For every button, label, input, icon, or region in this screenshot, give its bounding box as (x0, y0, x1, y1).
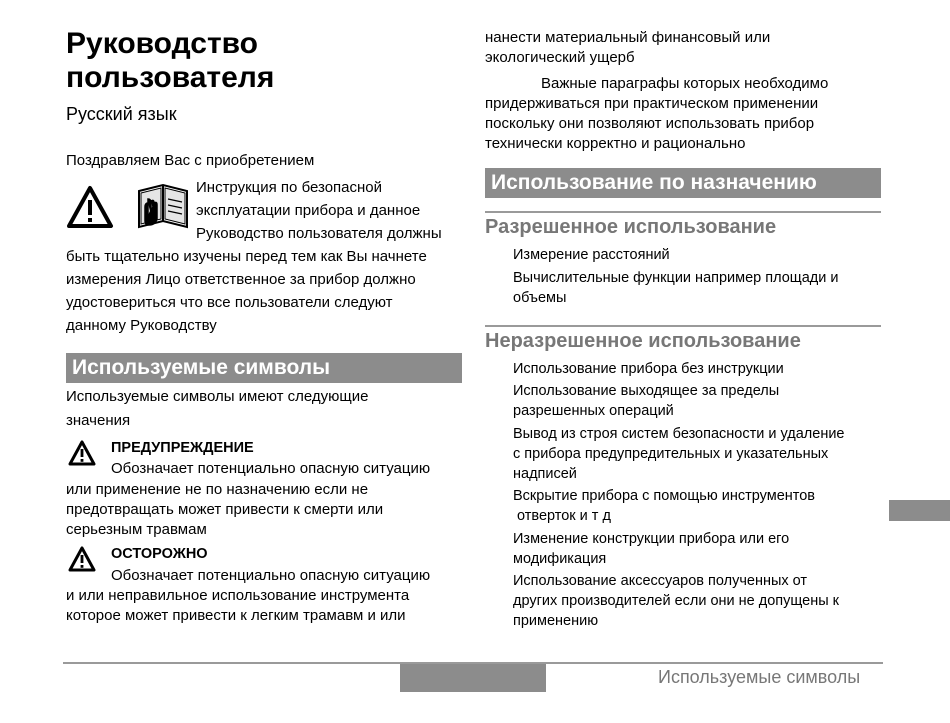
section-side-tab (889, 500, 950, 521)
language-subtitle: Русский язык (66, 104, 177, 124)
prohibited-item-4-line-1: Вскрытие прибора с помощью инструментов (513, 488, 816, 504)
intro-line-2: эксплуатации прибора и данное (196, 202, 421, 219)
footer-page-tab (400, 664, 546, 692)
important-line-1: Важные параграфы которых необходимо (541, 75, 829, 92)
warning-label: ПРЕДУПРЕЖДЕНИЕ (111, 440, 254, 456)
permitted-item-1: Измерение расстояний (513, 247, 670, 263)
intro-line-7: данному Руководству (66, 317, 217, 334)
top-line-2: экологический ущерб (485, 49, 635, 66)
prohibited-item-6-line-1: Использование аксессуаров полученных от (513, 573, 808, 589)
symbols-intro-line-1: Используемые символы имеют следующие (66, 388, 369, 405)
page-title (66, 27, 274, 95)
prohibited-item-3-line-1: Вывод из строя систем безопасности и удаление (513, 426, 845, 442)
caution-line-1: Обозначает потенциально опасную ситуацию (111, 567, 431, 584)
warning-line-3: предотвращать может привести к смерти или (66, 501, 384, 518)
prohibited-item-5-line-1: Изменение конструкции прибора или его (513, 531, 790, 547)
title-line-1: Руководство (66, 27, 259, 60)
prohibited-rule (485, 325, 881, 327)
caution-label: ОСТОРОЖНО (111, 546, 208, 562)
intro-line-6: удостовериться что все пользователи следуют (66, 294, 393, 311)
warning-line-2: или применение не по назначению если не (66, 481, 369, 498)
symbols-intro-line-2: значения (66, 412, 131, 429)
prohibited-item-6-line-2: других производителей если они не допущены к (513, 593, 840, 609)
intro-line-4: быть тщательно изучены перед тем как Вы начнете (66, 248, 427, 265)
caution-icon (68, 546, 96, 572)
intro-line-1: Инструкция по безопасной (196, 179, 383, 196)
title-line-2: пользователя (66, 61, 275, 94)
prohibited-heading: Неразрешенное использование (485, 330, 801, 352)
permitted-rule (485, 211, 881, 213)
important-line-3: поскольку они позволяют использовать прибор (485, 115, 815, 132)
warning-line-4: серьезным травмам (66, 521, 207, 538)
prohibited-item-5-line-2: модификация (513, 551, 607, 567)
prohibited-item-3-line-3: надписей (513, 466, 577, 482)
read-manual-icon (135, 181, 191, 233)
caution-line-2: и или неправильное использование инструмента (66, 587, 410, 604)
important-line-2: придерживаться при практическом применении (485, 95, 819, 112)
intro-line-5: измерения Лицо ответственное за прибор должно (66, 271, 416, 288)
prohibited-item-2-line-1: Использование выходящее за пределы (513, 383, 780, 399)
prohibited-item-3-line-2: с прибора предупредительных и указательных (513, 446, 829, 462)
usage-heading: Использование по назначению (485, 168, 881, 198)
prohibited-item-2-line-2: разрешенных операций (513, 403, 674, 419)
footer-section-label: Используемые символы (658, 667, 861, 687)
top-line-1: нанести материальный финансовый или (485, 29, 771, 46)
congrats-text: Поздравляем Вас с приобретением (66, 152, 315, 169)
intro-line-3: Руководство пользователя должны (196, 225, 442, 242)
caution-line-3: которое может привести к легким трамавм и или (66, 607, 406, 624)
warning-line-1: Обозначает потенциально опасную ситуацию (111, 460, 431, 477)
permitted-heading: Разрешенное использование (485, 216, 777, 238)
prohibited-item-1: Использование прибора без инструкции (513, 361, 784, 377)
warning-triangle-icon (66, 185, 114, 229)
prohibited-item-6-line-3: применению (513, 613, 599, 629)
important-line-4: технически корректно и рационально (485, 135, 746, 152)
symbols-heading: Используемые символы (66, 353, 462, 383)
prohibited-item-4-line-2: отверток и т д (513, 508, 611, 524)
warning-icon (68, 440, 96, 466)
permitted-item-2-line-1: Вычислительные функции например площади и (513, 270, 839, 286)
permitted-item-2-line-2: объемы (513, 290, 567, 306)
